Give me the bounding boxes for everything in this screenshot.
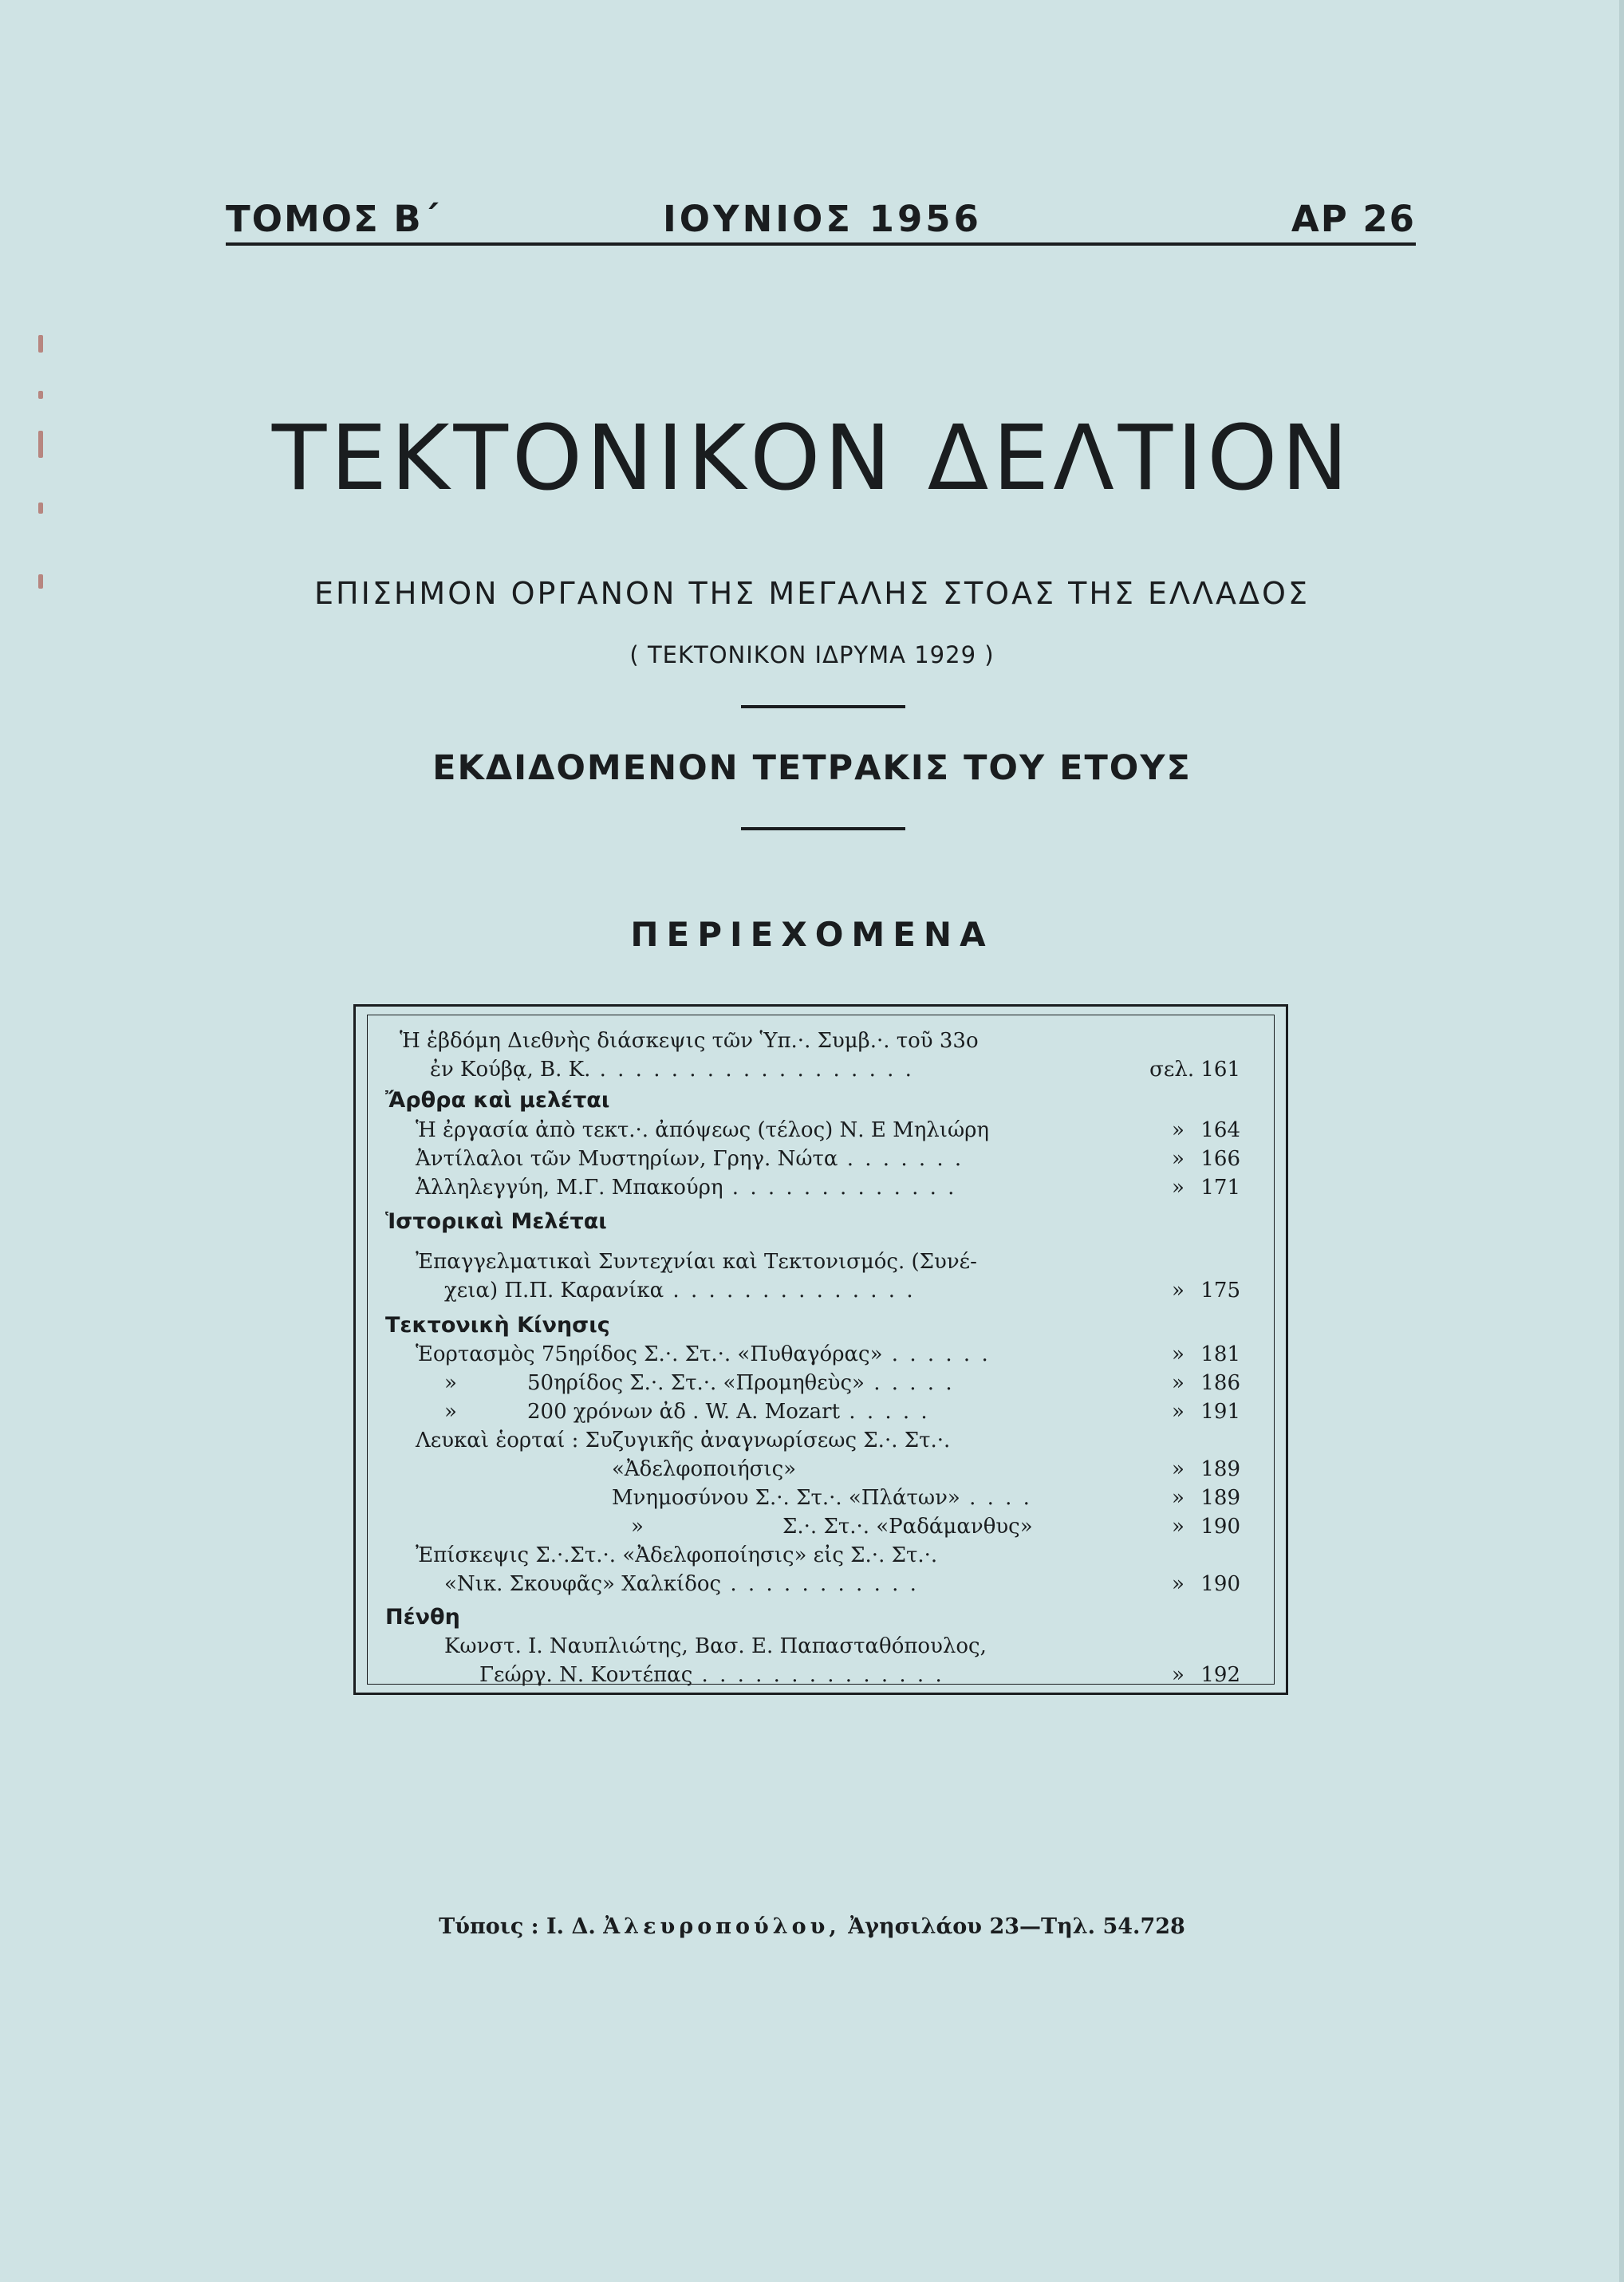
toc-entry: Ἀντίλαλοι τῶν Μυστηρίων, Γρηγ. Νώτα . . . . . . . » 166 bbox=[416, 1147, 1240, 1171]
toc-entry: » 50ηρίδος Σ.·. Στ.·. «Προμηθεὺς» . . . . . » 186 bbox=[444, 1371, 1240, 1395]
toc-entry-page: 166 bbox=[1200, 1147, 1240, 1171]
toc-entry-page: 181 bbox=[1200, 1342, 1240, 1366]
issue-date: ΙΟΥΝΙΟΣ 1956 bbox=[663, 198, 982, 240]
toc-entry-page: 164 bbox=[1200, 1118, 1240, 1142]
toc-entry: Κωνστ. Ι. Ναυπλιώτης, Βασ. Ε. Παπασταθόπουλος, bbox=[444, 1634, 987, 1658]
publication-frequency: ΕΚΔΙΔΟΜΕΝΟΝ ΤΕΤΡΑΚΙΣ ΤΟΥ ΕΤΟΥΣ bbox=[432, 748, 1192, 788]
printer-address: Ἀγησιλάου 23—Τηλ. 54.728 bbox=[848, 1914, 1185, 1939]
toc-entry: » 200 χρόνων ἀδ . W. A. Mozart . . . . . » 191 bbox=[444, 1400, 1240, 1424]
toc-entry: Μνημοσύνου Σ.·. Στ.·. «Πλάτων» . . . . » 189 bbox=[612, 1486, 1240, 1510]
journal-title: ΤΕΚΤΟΝΙΚΟΝ ΔΕΛΤΙΟΝ bbox=[271, 407, 1353, 510]
toc-entry: Ἀλληλεγγύη, Μ.Γ. Μπακούρη . . . . . . . . . . . . . » 171 bbox=[416, 1176, 1240, 1200]
journal-subtitle: ΕΠΙΣΗΜΟΝ ΟΡΓΑΝΟΝ ΤΗΣ ΜΕΓΑΛΗΣ ΣΤΟΑΣ ΤΗΣ ΕΛΛΑΔΟΣ bbox=[314, 576, 1310, 611]
volume-label: ΤΟΜΟΣ Β΄ bbox=[226, 198, 440, 240]
toc-entry-page: 192 bbox=[1200, 1663, 1240, 1687]
toc-entry-text: Ἡ ἑβδόμη Διεθνὴς διάσκεψις τῶν Ὑπ.·. Συμβ.·. τοῦ 33ο bbox=[400, 1029, 979, 1053]
toc-section-heading: Τεκτονικὴ Κίνησις bbox=[385, 1313, 610, 1338]
toc-entry-page: σελ. 161 bbox=[1149, 1058, 1240, 1082]
masthead-rule bbox=[226, 242, 1416, 246]
toc-entry-page: 190 bbox=[1200, 1515, 1240, 1539]
toc-entry: Λευκαὶ ἑορταί : Συζυγικῆς ἀναγνωρίσεως Σ.·. Στ.·. bbox=[416, 1429, 951, 1452]
founded-note: ( ΤΕΚΤΟΝΙΚΟΝ ΙΔΡΥΜΑ 1929 ) bbox=[629, 641, 995, 668]
divider bbox=[741, 705, 905, 708]
printer-imprint bbox=[0, 1914, 1624, 1939]
toc-entry: χεια) Π.Π. Καρανίκα . . . . . . . . . . . . . . » 175 bbox=[444, 1279, 1240, 1303]
printer-name: Ἀλευροπούλου, bbox=[603, 1914, 841, 1939]
toc-entry-page: 189 bbox=[1200, 1457, 1240, 1481]
toc-entry-page: 186 bbox=[1200, 1371, 1240, 1395]
masthead bbox=[226, 198, 1416, 246]
toc-entry bbox=[368, 1056, 1256, 1083]
toc-entry: Ἡ ἐργασία ἀπὸ τεκτ.·. ἀπόψεως (τέλος) Ν. Ε Μηλιώρη » 164 bbox=[416, 1118, 1240, 1142]
toc-entry-page: 189 bbox=[1200, 1486, 1240, 1510]
toc-entry-page: 191 bbox=[1200, 1400, 1240, 1424]
table-of-contents bbox=[353, 1004, 1288, 1695]
toc-inner-frame bbox=[367, 1015, 1275, 1685]
toc-entry-page: 175 bbox=[1200, 1279, 1240, 1303]
toc-entry bbox=[368, 1027, 1256, 1054]
toc-entry: Ἐπαγγελματικαὶ Συντεχνίαι καὶ Τεκτονισμός. (Συνέ- bbox=[416, 1250, 977, 1274]
toc-section-heading: Ἱστορικαὶ Μελέται bbox=[385, 1209, 607, 1234]
toc-section-heading: Πένθη bbox=[385, 1605, 460, 1630]
contents-heading: ΠΕΡΙΕΧΟΜΕΝΑ bbox=[630, 915, 994, 954]
printer-label: Τύποις : Ι. Δ. bbox=[439, 1914, 596, 1939]
toc-entry: Ἐπίσκεψις Σ.·.Στ.·. «Ἀδελφοποίησις» εἰς Σ.·. Στ.·. bbox=[416, 1543, 938, 1567]
toc-entry-page: 190 bbox=[1200, 1572, 1240, 1596]
toc-entry: Γεώργ. Ν. Κοντέπας . . . . . . . . . . . . . . » 192 bbox=[479, 1663, 1240, 1687]
toc-entry: Ἑορτασμὸς 75ηρίδος Σ.·. Στ.·. «Πυθαγόρας» . . . . . . » 181 bbox=[416, 1342, 1240, 1366]
toc-entry-text: ἐν Κούβᾳ, Β. Κ. . . . . . . . . . . . . . . . . . . bbox=[430, 1058, 914, 1082]
toc-entry-page: 171 bbox=[1200, 1176, 1240, 1200]
toc-entry: » Σ.·. Στ.·. «Ραδάμανθυς» » 190 bbox=[631, 1515, 1240, 1539]
toc-entry: «Νικ. Σκουφᾶς» Χαλκίδος . . . . . . . . . . . » 190 bbox=[444, 1572, 1240, 1596]
toc-section-heading: Ἄρθρα καὶ μελέται bbox=[385, 1088, 610, 1113]
toc-entry: «Ἀδελφοποιήσις» » 189 bbox=[612, 1457, 1240, 1481]
issue-number: ΑΡ 26 bbox=[1291, 198, 1416, 240]
page-edge bbox=[1619, 0, 1624, 2282]
divider bbox=[741, 827, 905, 830]
